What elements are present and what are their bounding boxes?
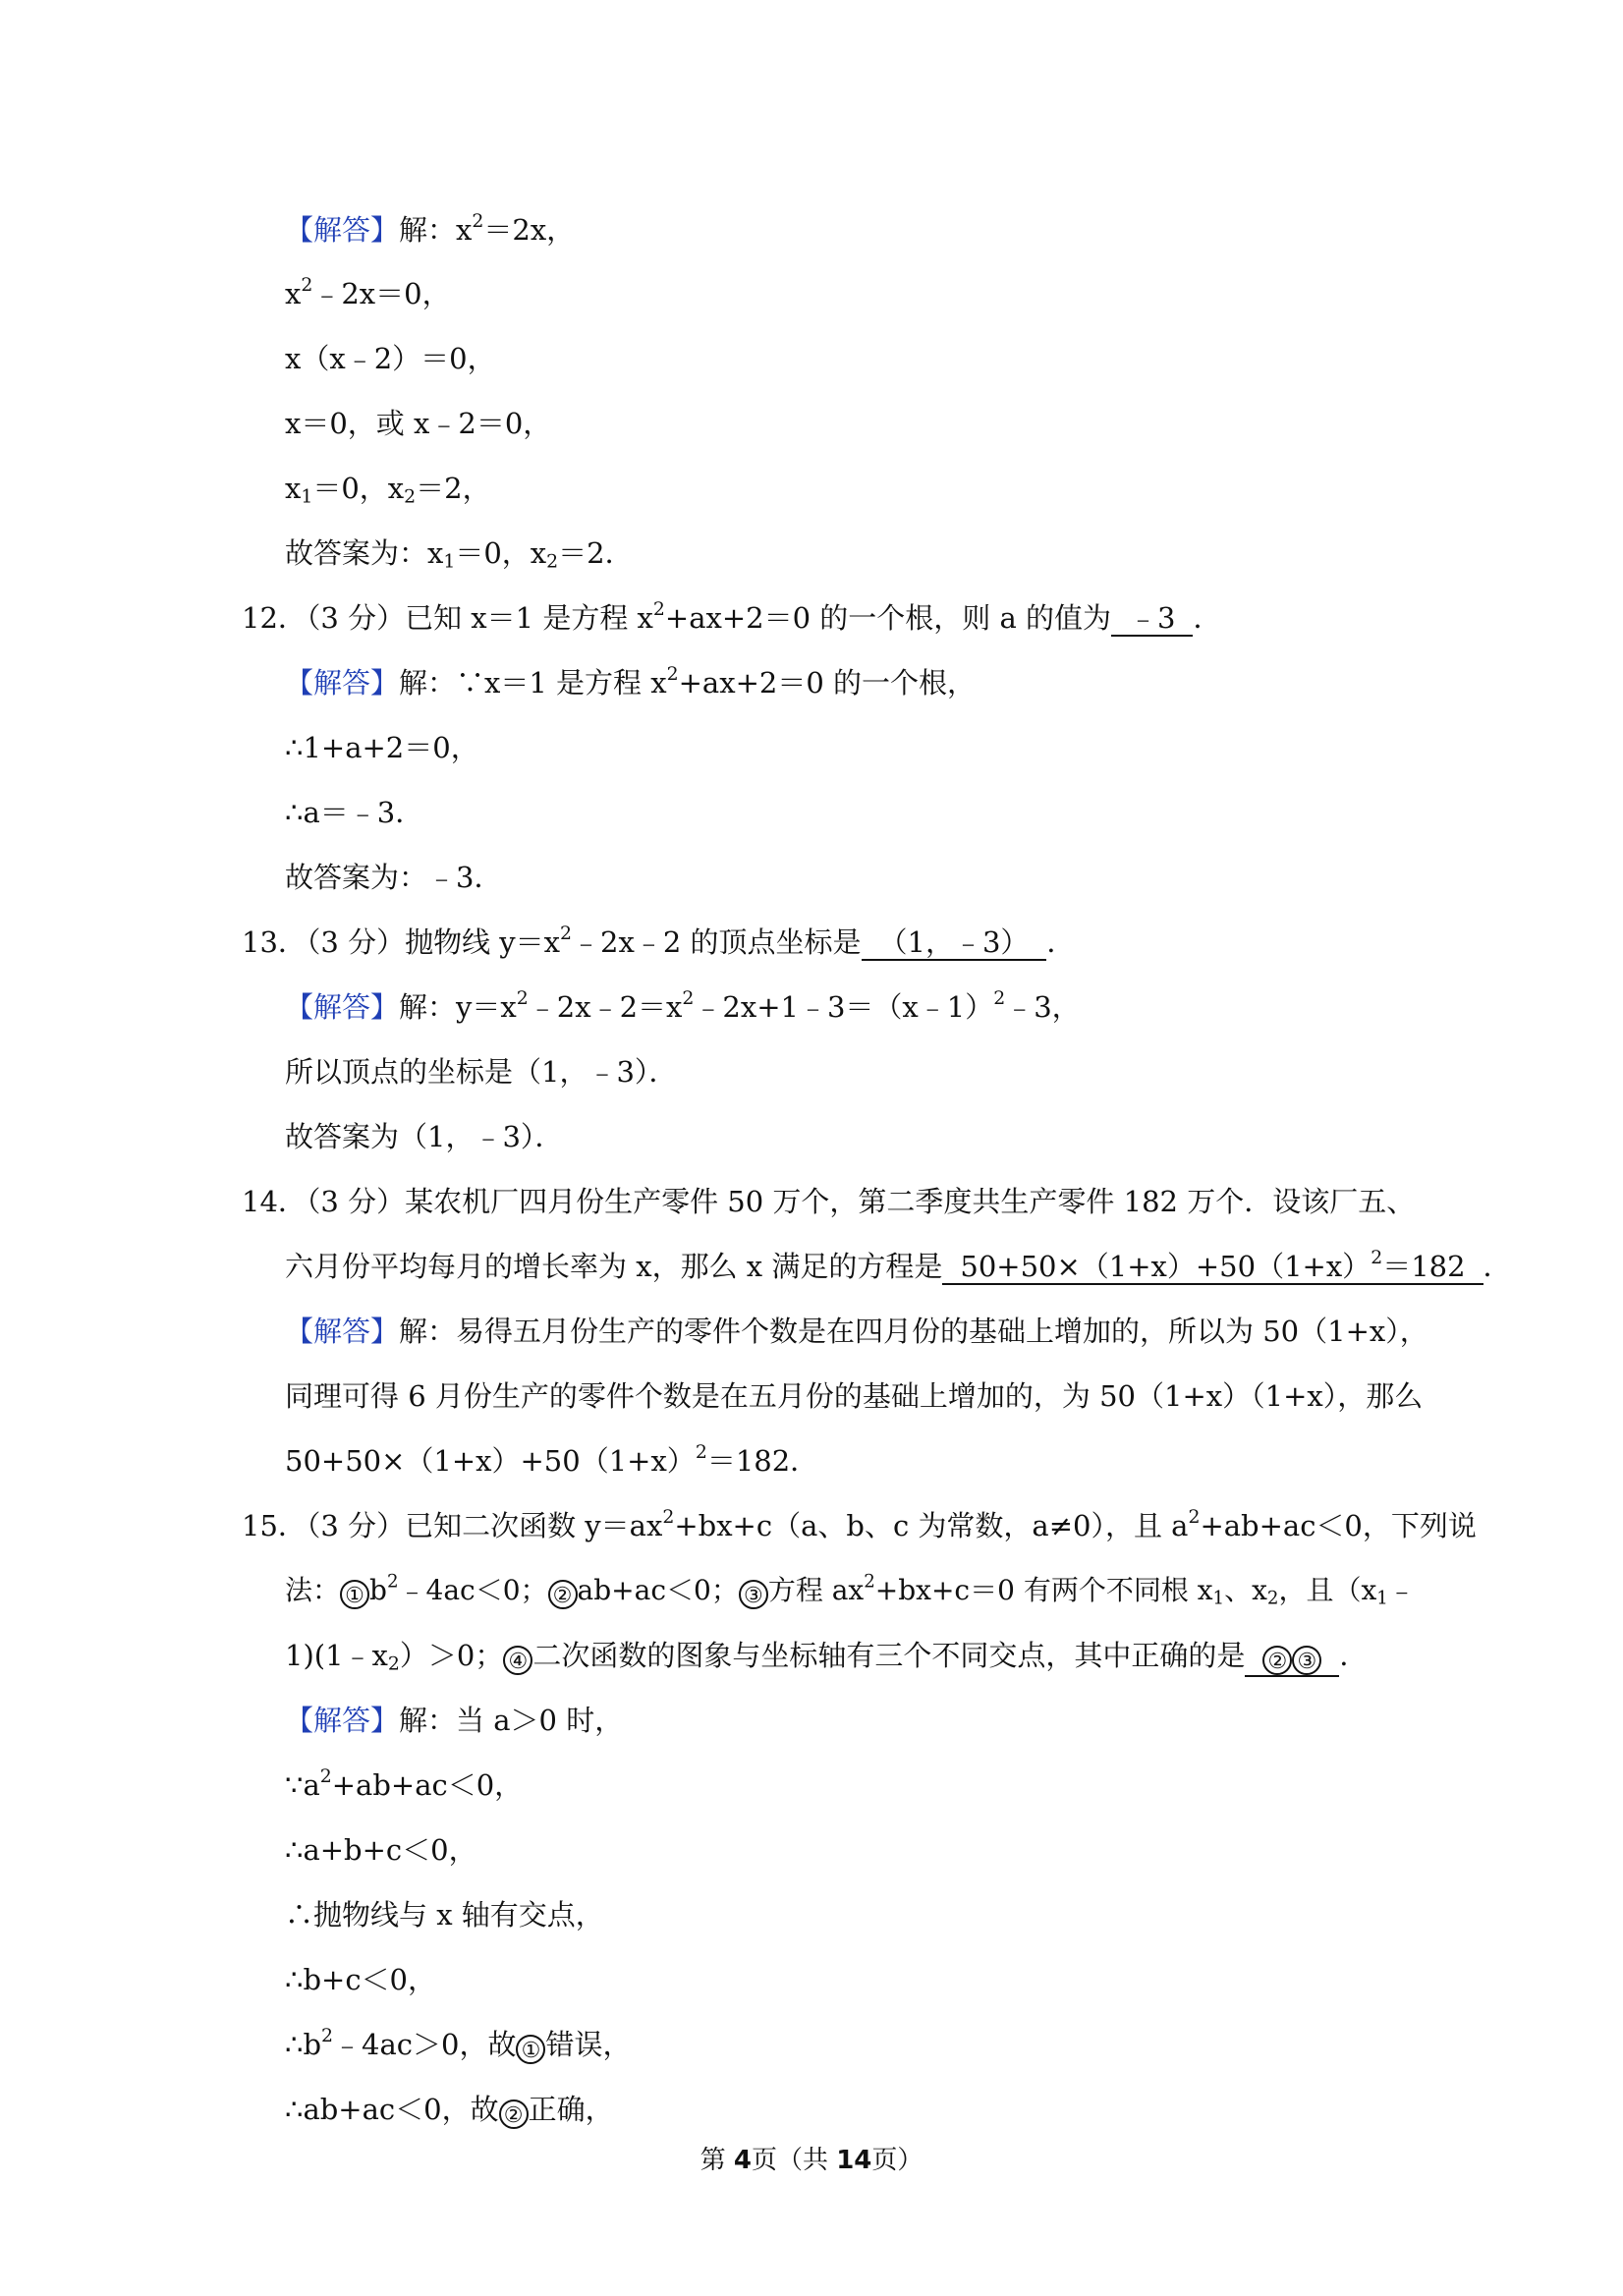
line-19: 同理可得 6 月份生产的零件个数是在五月份的基础上增加的，为 50（1+x）（1+x），那么 <box>285 1379 1424 1413</box>
line-2: $x^2﹣2x=0$， <box>285 274 451 310</box>
line-28: ∴b+c＜0， <box>285 1963 437 1996</box>
question-12: 12．（3 分）已知 x＝1 是方程 $x^2+ax+2=0$ 的一个根，则 a 的值为 ﹣3 ． <box>242 598 1222 635</box>
line-26: ∴a+b+c＜0， <box>285 1833 477 1867</box>
circled-2: ② <box>499 2100 529 2129</box>
circled-3: ③ <box>1292 1646 1321 1675</box>
line-25: $\because a^2+ab+ac<0$， <box>285 1765 524 1802</box>
answer-blank: $50+50\times(1+x)+50(1+x)^2=182$ <box>942 1250 1483 1285</box>
circled-4: ④ <box>503 1646 532 1675</box>
circled-2: ② <box>548 1580 578 1609</box>
answer-tag: 【解答】 <box>285 213 400 247</box>
answer-blank: （1，﹣3） <box>862 925 1047 961</box>
line-22: 法： ① $b^2﹣4ac<0$； ② ab+ac＜0； ③ 方程 $ax^2+bx+c=0$ 有两个不同根 $x_1$、$x_2$，且（$x_1﹣$ <box>285 1571 1416 1609</box>
line-3: x（x﹣2）＝0， <box>285 342 496 375</box>
line-4: x＝0，或 x﹣2＝0， <box>285 407 552 440</box>
circled-1: ① <box>516 2035 545 2064</box>
line-17: 六月份平均每月的增长率为 x，那么 x 满足的方程是 $50+50\times(1+x)+50(1+x)^2=182$ ． <box>285 1247 1512 1283</box>
line-8: 【解答】解：∵x＝1 是方程 $x^2+ax+2=0$ 的一个根， <box>285 663 976 700</box>
circled-1: ① <box>340 1580 369 1609</box>
line-18: 【解答】解：易得五月份生产的零件个数是在四月份的基础上增加的，所以为 50（1+x）， <box>285 1315 1428 1348</box>
line-27: ∴抛物线与 x 轴有交点， <box>285 1898 604 1932</box>
circled-2: ② <box>1262 1646 1292 1675</box>
line-15: 故答案为（1，﹣3）． <box>285 1120 564 1153</box>
answer-blank <box>1245 1639 1339 1677</box>
line-5: $x_1=0$，$x_2=2$， <box>285 472 491 508</box>
line-13: 【解答】解：$y=x^2﹣2x﹣2=x^2﹣2x+1﹣3=(x﹣1)^2﹣3$， <box>285 987 1081 1024</box>
question-14: 14．（3 分）某农机厂四月份生产零件 50 万个，第二季度共生产零件 182 万个．设该厂五、 <box>242 1185 1416 1218</box>
line-11: 故答案为：﹣3． <box>285 861 503 894</box>
question-15: 15．（3 分）已知二次函数 $y=ax^2+bx+c(a$、b、c 为常数，a≠0），且 $a^2+ab+ac<0$，下列说 <box>242 1506 1477 1542</box>
line-14: 所以顶点的坐标是（1，﹣3）． <box>285 1055 678 1089</box>
question-13: 13．（3 分）抛物线 $y=x^2﹣2x﹣2$ 的顶点坐标是 （1，﹣3） ． <box>242 923 1076 959</box>
page-total: 14 <box>836 2146 872 2175</box>
answer-tag: 【解答】 <box>285 666 400 700</box>
line-6: 故答案为：$x_1=0$，$x_2=2$． <box>285 536 634 573</box>
line-30: ∴ab+ac＜0，故 ② 正确， <box>285 2093 614 2128</box>
line-9: ∴1+a+2＝0， <box>285 731 479 764</box>
line-1: 【解答】解：$x^2=2x$， <box>285 210 576 247</box>
page-number: 4 <box>733 2146 752 2175</box>
line-24: 【解答】解：当 a＞0 时， <box>285 1704 624 1737</box>
line-20: $50+50\times(1+x)+50(1+x)^2=182$． <box>285 1441 819 1478</box>
line-23: $1)(1﹣x_2)>0$； ④ 二次函数的图象与坐标轴有三个不同交点，其中正确的是 ② ③ ． <box>285 1636 1368 1677</box>
circled-3: ③ <box>739 1580 768 1609</box>
page-footer: 第 4页（共 14页） <box>700 2146 923 2175</box>
answer-tag: 【解答】 <box>285 1704 400 1737</box>
answer-tag: 【解答】 <box>285 1315 400 1348</box>
line-10: ∴a＝﹣3． <box>285 796 424 829</box>
line-29: $\therefore b^2﹣4ac>0$，故 ① 错误， <box>285 2025 632 2063</box>
answer-tag: 【解答】 <box>285 990 400 1024</box>
answer-blank: ﹣3 <box>1111 601 1193 637</box>
